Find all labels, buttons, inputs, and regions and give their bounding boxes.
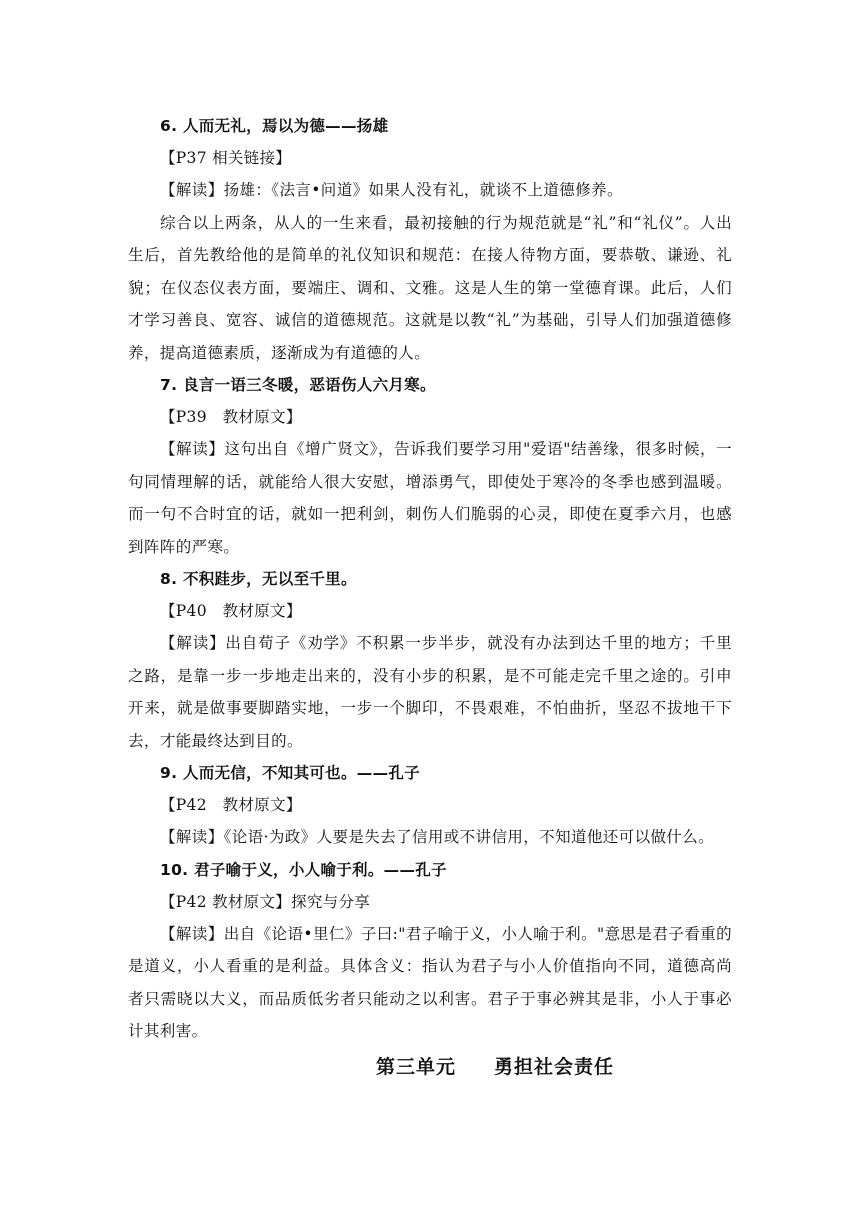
unit-name: 勇担社会责任 (494, 1056, 615, 1078)
interpretation-text: 【解读】扬雄：《法言•问道》如果人没有礼，就谈不上道德修养。 (160, 181, 623, 199)
quote-heading: 10. 君子喻于义，小人喻于利。——孔子 (160, 860, 447, 879)
interpretation-text: 【解读】《论语·为政》人要是失去了信用或不讲信用，不知道他还可以做什么。 (160, 828, 715, 846)
source-reference: 【P37 相关链接】 (160, 149, 292, 167)
unit-number: 第三单元 (375, 1056, 456, 1078)
quote-item-10 (128, 854, 732, 1048)
source-reference: 【P42 教材原文】 (160, 796, 302, 814)
quote-heading: 6. 人而无礼，焉以为德——扬雄 (160, 117, 389, 135)
quote-item-9 (128, 757, 732, 854)
quote-heading: 8. 不积跬步，无以至千里。 (160, 570, 357, 588)
unit-title (0, 1052, 860, 1079)
source-reference: 【P39 教材原文】 (160, 408, 302, 426)
source-reference: 【P42 教材原文】探究与分享 (160, 892, 371, 911)
commentary-paragraph: 综合以上两条，从人的一生来看，最初接触的行为规范就是“礼”和“礼仪”。人出生后，首先教给他的是简单的礼仪知识和规范：在接人待物方面，要恭敬、谦逊、礼貌；在仪态仪表方面，要端庄、调和、文雅。这是人生的第一堂德育课。此后，人们才学习善良、宽容、诚信的道德规范。这就是以教“礼”为基础，引导人们加强道德修养，提高道德素质，逐渐成为有道德的人。 (128, 213, 732, 362)
quote-heading: 9. 人而无信，不知其可也。——孔子 (160, 764, 420, 782)
quote-heading: 7. 良言一语三冬暖，恶语伤人六月寒。 (160, 376, 436, 394)
quote-item-6 (128, 110, 732, 369)
source-reference: 【P40 教材原文】 (160, 602, 302, 620)
quote-item-7 (128, 369, 732, 563)
quote-item-8 (128, 563, 732, 757)
interpretation-text: 【解读】出自《论语•里仁》子曰:"君子喻于义，小人喻于利。"意思是君子看重的是道义，小人看重的是利益。具体含义：指认为君子与小人价值指向不同，道德高尚者只需晓以大义，而品质低劣者只能动之以利害。君子于事必辨其是非，小人于事必计其利害。 (128, 924, 732, 1040)
interpretation-text: 【解读】这句出自《增广贤文》，告诉我们要学习用"爱语"结善缘，很多时候，一句同情理解的话，就能给人很大安慰，增添勇气，即使处于寒冷的冬季也感到温暖。而一句不合时宜的话，就如一把利剑，刺伤人们脆弱的心灵，即使在夏季六月，也感到阵阵的严寒。 (128, 440, 732, 556)
interpretation-text: 【解读】出自荀子《劝学》不积累一步半步，就没有办法到达千里的地方；千里之路，是靠一步一步地走出来的，没有小步的积累，是不可能走完千里之途的。引申开来，就是做事要脚踏实地，一步一个脚印，不畏艰难，不怕曲折，坚忍不拔地干下去，才能最终达到目的。 (128, 634, 732, 750)
